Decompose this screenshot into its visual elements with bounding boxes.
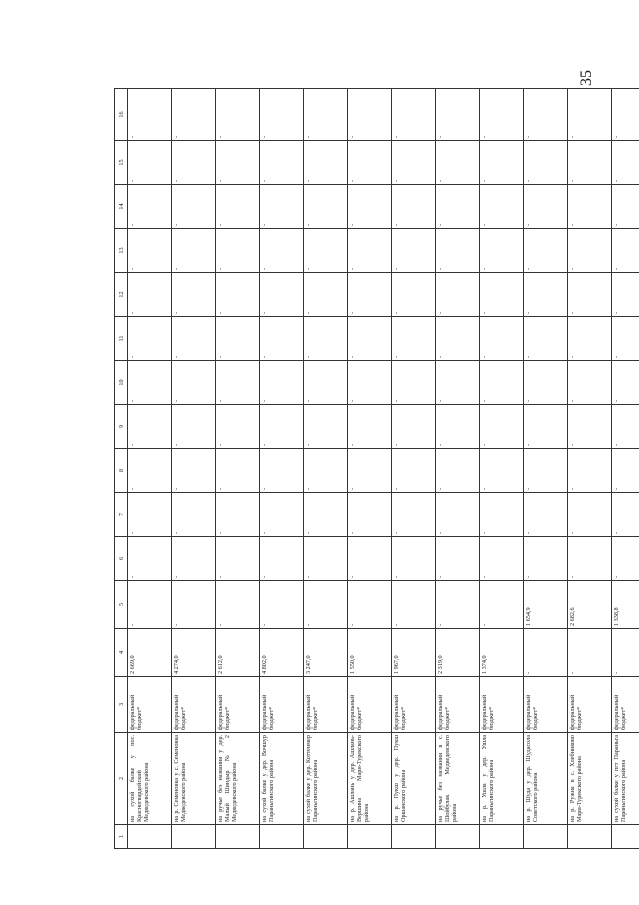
amount-col15-cell: - — [568, 141, 612, 185]
amount-col4-cell: 2 669,0 — [128, 629, 172, 677]
amount-col10-cell: - — [260, 361, 304, 405]
table-row — [392, 89, 436, 849]
row-number-cell — [216, 825, 260, 849]
amount-col9-cell: - — [128, 405, 172, 449]
amount-col11-cell: - — [524, 317, 568, 361]
amount-col5-cell: - — [436, 581, 480, 629]
amount-col12-cell: - — [128, 273, 172, 317]
amount-col8-cell: - — [568, 449, 612, 493]
amount-col14-cell: - — [612, 185, 639, 229]
amount-col13-cell: - — [216, 229, 260, 273]
row-number-cell — [612, 825, 639, 849]
amount-col14-cell: - — [260, 185, 304, 229]
amount-col8-cell: - — [260, 449, 304, 493]
amount-col5-cell: - — [260, 581, 304, 629]
column-number: 16 — [115, 89, 128, 141]
column-number: 8 — [115, 449, 128, 493]
amount-col15-cell: - — [348, 141, 392, 185]
amount-col7-cell: - — [128, 493, 172, 537]
amount-col5-cell: 1 338,8 — [612, 581, 639, 629]
column-number: 3 — [115, 677, 128, 733]
amount-col5-cell: - — [480, 581, 524, 629]
amount-col12-cell: - — [348, 273, 392, 317]
amount-col14-cell: - — [172, 185, 216, 229]
amount-col8-cell: - — [524, 449, 568, 493]
amount-col15-cell: - — [480, 141, 524, 185]
column-number-row — [115, 89, 128, 849]
funding-source-cell: федеральный бюджет* — [216, 677, 260, 733]
amount-col16-cell: - — [612, 89, 639, 141]
amount-col13-cell: - — [304, 229, 348, 273]
amount-col4-cell: 2 319,0 — [436, 629, 480, 677]
column-number: 4 — [115, 629, 128, 677]
amount-col8-cell: - — [304, 449, 348, 493]
amount-col12-cell: - — [480, 273, 524, 317]
amount-col16-cell: - — [348, 89, 392, 141]
amount-col12-cell: - — [436, 273, 480, 317]
amount-col5-cell: - — [128, 581, 172, 629]
amount-col11-cell: - — [348, 317, 392, 361]
amount-col13-cell: - — [436, 229, 480, 273]
amount-col4-cell: - — [612, 629, 639, 677]
row-number-cell — [260, 825, 304, 849]
amount-col11-cell: - — [392, 317, 436, 361]
amount-col9-cell: - — [436, 405, 480, 449]
amount-col4-cell: - — [568, 629, 612, 677]
column-number: 5 — [115, 581, 128, 629]
amount-col7-cell: - — [216, 493, 260, 537]
amount-col7-cell: - — [392, 493, 436, 537]
amount-col16-cell: - — [480, 89, 524, 141]
amount-col16-cell: - — [436, 89, 480, 141]
amount-col13-cell: - — [480, 229, 524, 273]
amount-col8-cell: - — [480, 449, 524, 493]
table-row — [128, 89, 172, 849]
amount-col15-cell: - — [216, 141, 260, 185]
row-number-cell — [392, 825, 436, 849]
amount-col12-cell: - — [612, 273, 639, 317]
amount-col13-cell: - — [524, 229, 568, 273]
object-name-cell: на р. Ушла у дер. Ушла Параньгинского района — [480, 733, 524, 825]
amount-col8-cell: - — [436, 449, 480, 493]
amount-col12-cell: - — [392, 273, 436, 317]
amount-col12-cell: - — [304, 273, 348, 317]
amount-col15-cell: - — [612, 141, 639, 185]
table-row — [568, 89, 612, 849]
amount-col8-cell: - — [172, 449, 216, 493]
object-name-cell: на сухой балке у дер. Коттенмер Параньгинского района — [304, 733, 348, 825]
amount-col11-cell: - — [260, 317, 304, 361]
amount-col11-cell: - — [216, 317, 260, 361]
amount-col14-cell: - — [480, 185, 524, 229]
table-row — [524, 89, 568, 849]
amount-col11-cell: - — [304, 317, 348, 361]
amount-col7-cell: - — [480, 493, 524, 537]
column-number: 14 — [115, 185, 128, 229]
amount-col9-cell: - — [348, 405, 392, 449]
amount-col15-cell: - — [392, 141, 436, 185]
amount-col4-cell: 1 967,0 — [392, 629, 436, 677]
row-number-cell — [480, 825, 524, 849]
amount-col11-cell: - — [568, 317, 612, 361]
column-number: 6 — [115, 537, 128, 581]
amount-col15-cell: - — [436, 141, 480, 185]
amount-col12-cell: - — [568, 273, 612, 317]
amount-col10-cell: - — [568, 361, 612, 405]
object-name-cell: на ручье без названия у дер. Малый Шиндыр № 2 Медведевского района — [216, 733, 260, 825]
amount-col6-cell: - — [216, 537, 260, 581]
amount-col10-cell: - — [524, 361, 568, 405]
amount-col9-cell: - — [480, 405, 524, 449]
amount-col7-cell: - — [260, 493, 304, 537]
column-number: 12 — [115, 273, 128, 317]
amount-col13-cell: - — [128, 229, 172, 273]
column-number: 11 — [115, 317, 128, 361]
amount-col8-cell: - — [612, 449, 639, 493]
amount-col12-cell: - — [524, 273, 568, 317]
table-row — [216, 89, 260, 849]
amount-col5-cell: - — [392, 581, 436, 629]
amount-col7-cell: - — [568, 493, 612, 537]
amount-col12-cell: - — [216, 273, 260, 317]
amount-col7-cell: - — [524, 493, 568, 537]
amount-col14-cell: - — [568, 185, 612, 229]
amount-col11-cell: - — [436, 317, 480, 361]
funding-source-cell: федеральный бюджет* — [524, 677, 568, 733]
amount-col15-cell: - — [524, 141, 568, 185]
amount-col5-cell: 1 654,9 — [524, 581, 568, 629]
object-name-cell: на р. Пукш у дер. Пукш Оршанского района — [392, 733, 436, 825]
funding-source-cell: федеральный бюджет* — [436, 677, 480, 733]
amount-col14-cell: - — [436, 185, 480, 229]
funding-source-cell: федеральный бюджет* — [568, 677, 612, 733]
table-row — [348, 89, 392, 849]
funding-source-cell: федеральный бюджет* — [348, 677, 392, 733]
amount-col6-cell: - — [524, 537, 568, 581]
amount-col10-cell: - — [348, 361, 392, 405]
object-name-cell: на ручье без названия в с. Шойбулак Медведевского района — [436, 733, 480, 825]
amount-col16-cell: - — [568, 89, 612, 141]
amount-col4-cell: 1 374,0 — [480, 629, 524, 677]
amount-col10-cell: - — [304, 361, 348, 405]
object-name-cell: на р. Ашлань у дер. Ашлань-Вершина Мари-Турекского района — [348, 733, 392, 825]
amount-col5-cell: - — [172, 581, 216, 629]
amount-col10-cell: - — [612, 361, 639, 405]
amount-col16-cell: - — [392, 89, 436, 141]
amount-col8-cell: - — [392, 449, 436, 493]
amount-col6-cell: - — [304, 537, 348, 581]
table-row — [304, 89, 348, 849]
amount-col14-cell: - — [348, 185, 392, 229]
amount-col7-cell: - — [436, 493, 480, 537]
funding-source-cell: федеральный бюджет* — [128, 677, 172, 733]
object-name-cell: на сухой балке у пгт Параньга Параньгинского района — [612, 733, 639, 825]
amount-col5-cell: - — [304, 581, 348, 629]
funding-source-cell: федеральный бюджет* — [260, 677, 304, 733]
amount-col11-cell: - — [480, 317, 524, 361]
row-number-cell — [348, 825, 392, 849]
amount-col9-cell: - — [568, 405, 612, 449]
object-name-cell: на сухой балке у пос. Красногвардейский Медведевского района — [128, 733, 172, 825]
amount-col9-cell: - — [524, 405, 568, 449]
amount-col15-cell: - — [260, 141, 304, 185]
amount-col11-cell: - — [172, 317, 216, 361]
column-number: 13 — [115, 229, 128, 273]
amount-col9-cell: - — [304, 405, 348, 449]
amount-col11-cell: - — [612, 317, 639, 361]
amount-col14-cell: - — [304, 185, 348, 229]
amount-col9-cell: - — [260, 405, 304, 449]
amount-col13-cell: - — [392, 229, 436, 273]
funding-source-cell: федеральный бюджет* — [304, 677, 348, 733]
amount-col4-cell: 1 550,0 — [348, 629, 392, 677]
amount-col5-cell: - — [348, 581, 392, 629]
row-number-cell — [304, 825, 348, 849]
funding-source-cell: федеральный бюджет* — [392, 677, 436, 733]
amount-col10-cell: - — [128, 361, 172, 405]
amount-col4-cell: 3 247,0 — [304, 629, 348, 677]
amount-col15-cell: - — [128, 141, 172, 185]
amount-col9-cell: - — [392, 405, 436, 449]
amount-col15-cell: - — [172, 141, 216, 185]
amount-col16-cell: - — [304, 89, 348, 141]
amount-col13-cell: - — [612, 229, 639, 273]
amount-col8-cell: - — [128, 449, 172, 493]
amount-col13-cell: - — [172, 229, 216, 273]
table-row — [436, 89, 480, 849]
amount-col7-cell: - — [612, 493, 639, 537]
amount-col14-cell: - — [128, 185, 172, 229]
amount-col16-cell: - — [524, 89, 568, 141]
row-number-cell — [568, 825, 612, 849]
amount-col7-cell: - — [348, 493, 392, 537]
amount-col7-cell: - — [304, 493, 348, 537]
funding-source-cell: федеральный бюджет* — [480, 677, 524, 733]
amount-col6-cell: - — [436, 537, 480, 581]
amount-col4-cell: - — [524, 629, 568, 677]
column-number: 2 — [115, 733, 128, 825]
amount-col14-cell: - — [524, 185, 568, 229]
amount-col9-cell: - — [172, 405, 216, 449]
amount-col5-cell: - — [216, 581, 260, 629]
row-number-cell — [172, 825, 216, 849]
amount-col6-cell: - — [172, 537, 216, 581]
amount-col6-cell: - — [612, 537, 639, 581]
object-name-cell: на р. Ружна в с. Хлебниково Мари-Турекского района — [568, 733, 612, 825]
amount-col16-cell: - — [260, 89, 304, 141]
amount-col6-cell: - — [392, 537, 436, 581]
amount-col16-cell: - — [172, 89, 216, 141]
amount-col5-cell: 2 682,6 — [568, 581, 612, 629]
object-name-cell: на р. Семеновка у с. Семеновка Медведевского района — [172, 733, 216, 825]
table-row — [172, 89, 216, 849]
column-number: 1 — [115, 825, 128, 849]
amount-col6-cell: - — [480, 537, 524, 581]
row-number-cell — [128, 825, 172, 849]
amount-col16-cell: - — [216, 89, 260, 141]
row-number-cell — [436, 825, 480, 849]
funding-source-cell: федеральный бюджет* — [172, 677, 216, 733]
amount-col11-cell: - — [128, 317, 172, 361]
amount-col9-cell: - — [216, 405, 260, 449]
amount-col14-cell: - — [392, 185, 436, 229]
table-row — [480, 89, 524, 849]
column-number: 15 — [115, 141, 128, 185]
amount-col7-cell: - — [172, 493, 216, 537]
amount-col16-cell: - — [128, 89, 172, 141]
amount-col6-cell: - — [568, 537, 612, 581]
amount-col10-cell: - — [392, 361, 436, 405]
amount-col15-cell: - — [304, 141, 348, 185]
amount-col8-cell: - — [348, 449, 392, 493]
table-row — [260, 89, 304, 849]
amount-col10-cell: - — [436, 361, 480, 405]
amount-col13-cell: - — [260, 229, 304, 273]
column-number: 9 — [115, 405, 128, 449]
amount-col10-cell: - — [480, 361, 524, 405]
table-body — [115, 89, 639, 849]
object-name-cell: на р. Шуда у дер. Шудасола Советского района — [524, 733, 568, 825]
amount-col10-cell: - — [172, 361, 216, 405]
column-number: 7 — [115, 493, 128, 537]
amount-col6-cell: - — [348, 537, 392, 581]
amount-col13-cell: - — [348, 229, 392, 273]
amount-col6-cell: - — [260, 537, 304, 581]
funding-source-cell: федеральный бюджет* — [612, 677, 639, 733]
amount-col4-cell: 4 802,0 — [260, 629, 304, 677]
object-name-cell: на сухой балке у дер. Вочшур Параньгинского района — [260, 733, 304, 825]
column-number: 10 — [115, 361, 128, 405]
rotated-table-container — [114, 89, 627, 849]
amount-col6-cell: - — [128, 537, 172, 581]
amount-col12-cell: - — [260, 273, 304, 317]
row-number-cell — [524, 825, 568, 849]
table-row — [612, 89, 639, 849]
amount-col9-cell: - — [612, 405, 639, 449]
amount-col8-cell: - — [216, 449, 260, 493]
amount-col4-cell: 4 274,0 — [172, 629, 216, 677]
amount-col10-cell: - — [216, 361, 260, 405]
page-number: 35 — [578, 70, 595, 86]
amount-col13-cell: - — [568, 229, 612, 273]
budget-table — [114, 88, 639, 849]
amount-col14-cell: - — [216, 185, 260, 229]
amount-col4-cell: 2 612,0 — [216, 629, 260, 677]
amount-col12-cell: - — [172, 273, 216, 317]
